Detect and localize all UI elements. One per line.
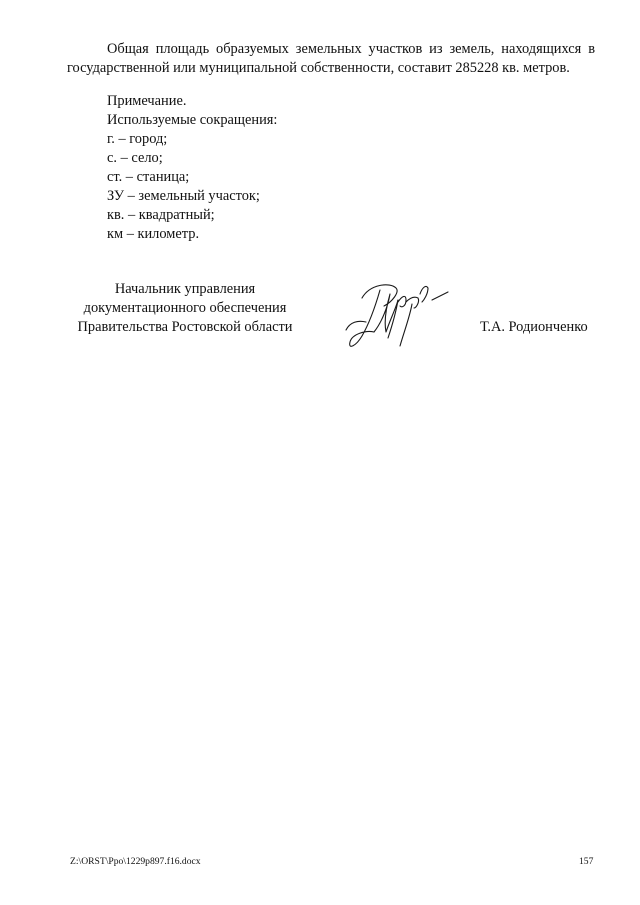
abbreviation-item: с. – село; [107,150,163,166]
footer-file-path: Z:\ORST\Ppo\1229p897.f16.docx [70,856,201,867]
position-line: документационного обеспечения [83,300,287,316]
signatory-name: Т.А. Родионченко [480,319,588,335]
abbreviations-title: Используемые сокращения: [107,112,278,128]
signatory-position [60,280,310,337]
handwritten-signature [340,272,460,362]
abbreviation-item: ст. – станица; [107,169,190,185]
abbreviation-item: ЗУ – земельный участок; [107,188,260,204]
position-line: Начальник управления [114,281,256,297]
note-title: Примечание. [107,93,187,109]
abbreviation-item: г. – город; [107,131,168,147]
area-paragraph-text: Общая площадь образуемых земельных участков из земель, находящихся в государственной или муниципальной собственности, составит 285228 кв. метров. [67,41,595,76]
abbreviation-item: кв. – квадратный; [107,207,215,223]
notes-list [107,92,277,244]
area-paragraph [67,40,595,78]
page-number: 157 [579,856,594,867]
abbreviation-item: км – километр. [107,226,200,242]
position-line: Правительства Ростовской области [77,319,293,335]
